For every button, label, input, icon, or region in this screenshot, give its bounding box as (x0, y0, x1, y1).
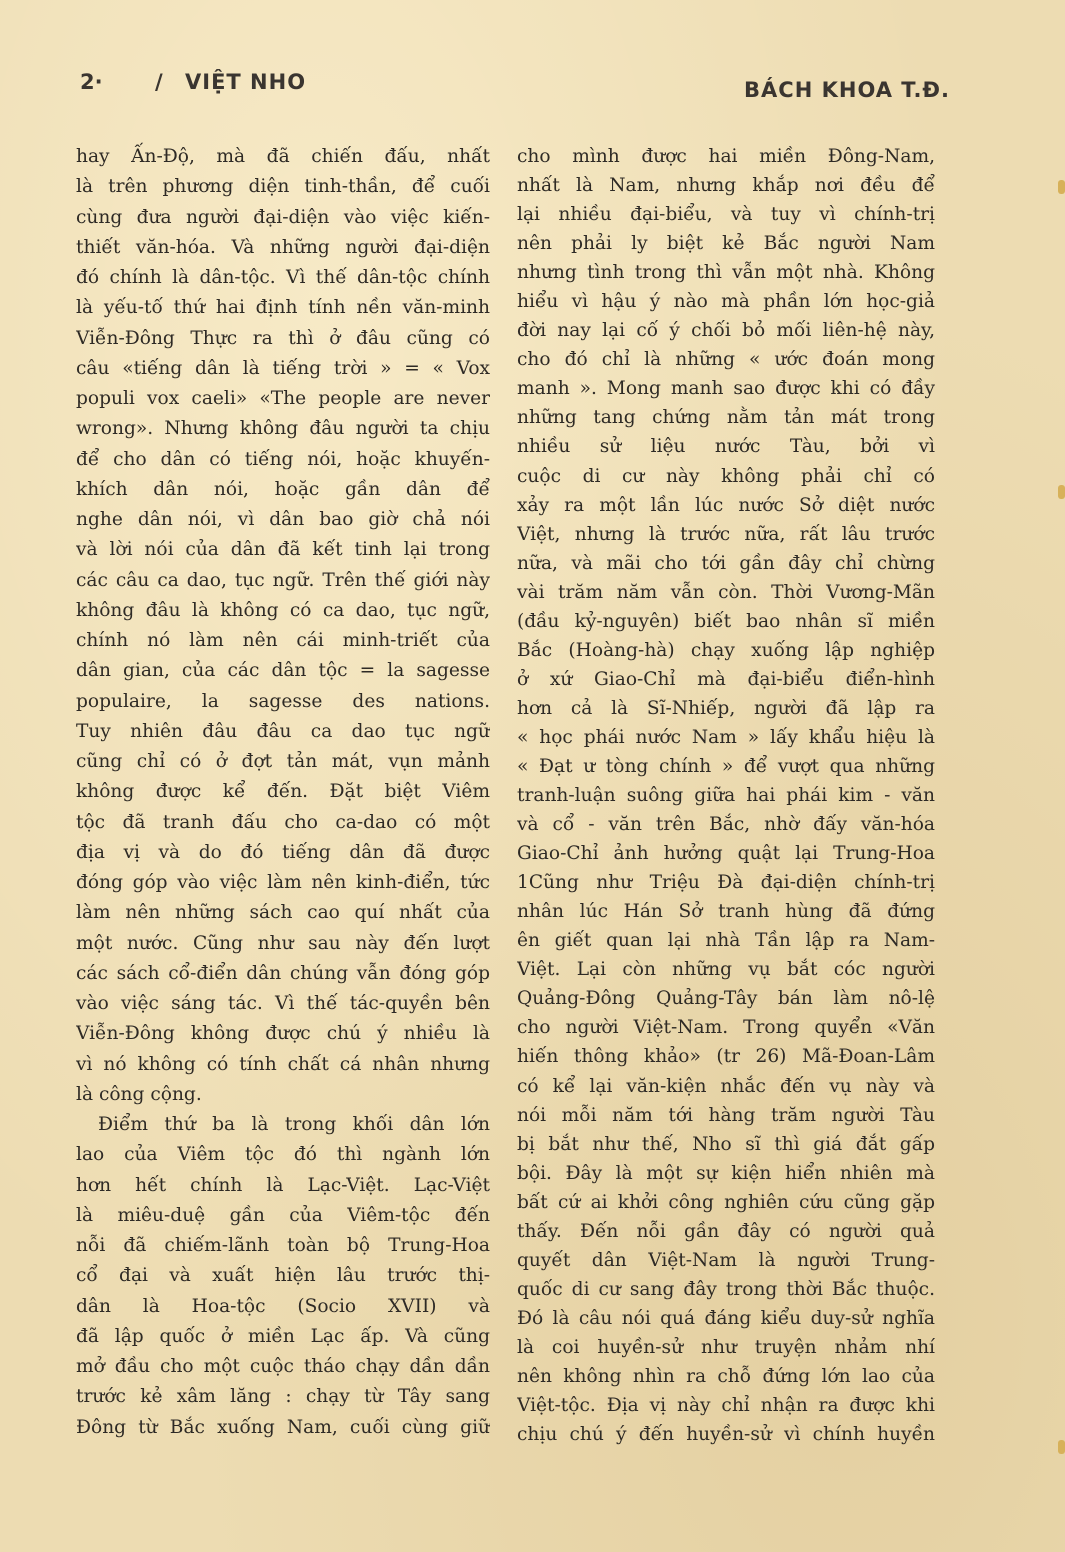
text-line: lao của Viêm tộc đó thì ngành lớn (76, 1144, 490, 1166)
text-line: tranh-luận suông giữa hai phái kim - văn (517, 785, 935, 807)
text-line: hiến thông khảo» (tr 26) Mã-Đoan-Lâm (517, 1046, 935, 1068)
text-line: Quảng-Đông Quảng-Tây bán làm nô-lệ (517, 988, 935, 1010)
text-line: đóng góp vào việc làm nên kinh-điển, tức (76, 872, 490, 893)
text-line: có kể lại văn-kiện nhắc đến vụ này và (517, 1075, 935, 1097)
text-line: wrong». Nhưng không đâu người ta chịu (76, 418, 490, 440)
text-line: quyết dân Việt-Nam là người Trung- (517, 1249, 935, 1271)
text-line: Giao-Chỉ ảnh hưởng quật lại Trung-Hoa (517, 843, 935, 865)
text-line: dân là Hoa-tộc (Socio XVII) và (76, 1295, 490, 1317)
text-line: đó chính là dân-tộc. Vì thế dân-tộc chính (76, 267, 490, 288)
text-line: thiết văn-hóa. Và những người đại-diện (76, 236, 490, 258)
text-line: hiểu vì hậu ý nào mà phần lớn học-giả (517, 291, 935, 313)
text-line: để cho dân có tiếng nói, hoặc khuyến- (76, 448, 490, 470)
paper-stain (1058, 485, 1065, 499)
text-line: không đâu là không có ca dao, tục ngữ, (76, 599, 490, 621)
text-line: nên phải ly biệt kẻ Bắc người Nam (517, 233, 935, 255)
text-line: hay Ấn-Độ, mà đã chiến đấu, nhất (76, 146, 490, 167)
text-line: tộc đã tranh đấu cho ca-dao có một (76, 811, 490, 833)
text-line: Đông từ Bắc xuống Nam, cuối cùng giữ (76, 1416, 490, 1438)
text-line: là coi huyền-sử như truyện nhảm nhí (517, 1336, 935, 1358)
text-line: là công cộng. (76, 1083, 202, 1105)
text-line: populi vox caeli» «The people are never (76, 388, 490, 409)
text-line: « học phái nước Nam » lấy khẩu hiệu là (517, 726, 935, 748)
text-line: bị bắt như thế, Nho sĩ thì giá đắt gấp (517, 1133, 935, 1155)
right-text-column (517, 142, 935, 1449)
text-line: là miêu-duệ gần của Viêm-tộc đến (76, 1204, 490, 1226)
text-line: Đó là câu nói quá đáng kiểu duy-sử nghĩa (517, 1307, 935, 1329)
paper-stain (1058, 1440, 1065, 1454)
text-line: Viễn-Đông Thực ra thì ở đâu cũng có (76, 327, 490, 349)
text-line: địa vị và do đó tiếng dân đã được (76, 841, 490, 863)
text-line: vào việc sáng tác. Vì thế tác-quyền bên (76, 993, 490, 1014)
text-line: cho đó chỉ là những « ước đoán mong (517, 349, 935, 371)
text-line: trước kẻ xâm lăng : chạy từ Tây sang (76, 1386, 490, 1408)
text-line: cuộc di cư này không phải chỉ có (517, 465, 935, 487)
text-line: thấy. Đến nỗi gần đây có người quả (517, 1220, 935, 1242)
text-line: « Đạt ư tòng chính » để vượt qua những (517, 755, 935, 777)
text-line: làm nên những sách cao quí nhất của (76, 902, 490, 924)
text-line: ở xứ Giao-Chỉ mà đại-biểu điển-hình (517, 668, 935, 690)
text-line: nhiều sử liệu nước Tàu, bởi vì (517, 436, 935, 458)
text-line: một nước. Cũng như sau này đến lượt (76, 932, 490, 954)
text-line: bất cứ ai khởi công nghiên cứu cũng gặp (517, 1191, 935, 1213)
text-line: cũng chỉ có ở đợt tản mát, vụn mảnh (76, 751, 490, 772)
text-line: câu «tiếng dân là tiếng trời » = « Vox (76, 357, 490, 379)
text-line: là yếu-tố thứ hai định tính nền văn-minh (76, 297, 490, 319)
left-text-column (76, 142, 490, 1443)
text-line: cổ đại và xuất hiện lâu trước thị- (76, 1265, 490, 1287)
page-header (80, 70, 950, 100)
text-line: các câu ca dao, tục ngữ. Trên thế giới này (76, 569, 490, 591)
text-line: bội. Đây là một sự kiện hiển nhiên mà (517, 1162, 935, 1184)
text-line: chịu chú ý đến huyền-sử vì chính huyền (517, 1424, 935, 1446)
text-line: ên giết quan lại nhà Tần lập ra Nam- (517, 930, 935, 952)
text-line: Viễn-Đông không được chú ý nhiều là (76, 1023, 490, 1045)
text-line: populaire, la sagesse des nations. (76, 690, 490, 712)
text-line: cùng đưa người đại-diện vào việc kiến- (76, 206, 490, 228)
text-line: đã lập quốc ở miền Lạc ấp. Và cũng (76, 1325, 490, 1347)
book-title: BÁCH KHOA T.Đ. (744, 78, 950, 102)
text-line: Việt, nhưng là trước nữa, rất lâu trước (517, 523, 935, 545)
text-line: cho người Việt-Nam. Trong quyển «Văn (517, 1017, 935, 1039)
text-line: khích dân nói, hoặc gần dân để (76, 478, 490, 500)
text-line: các sách cổ-điển dân chúng vẫn đóng góp (76, 962, 490, 984)
text-line: Bắc (Hoàng-hà) chạy xuống lập nghiệp (517, 639, 935, 661)
text-line: chính nó làm nên cái minh-triết của (76, 630, 490, 651)
text-line: dân gian, của các dân tộc = la sagesse (76, 660, 490, 682)
text-line: nghe dân nói, vì dân bao giờ chả nói (76, 509, 490, 530)
text-line: những tang chứng nằm tản mát trong (517, 407, 935, 429)
text-line: vì nó không có tính chất cá nhân nhưng (76, 1053, 490, 1075)
text-line: nên không nhìn ra chỗ đứng lớn lao của (517, 1365, 935, 1387)
text-line: (đầu kỷ-nguyên) biết bao nhân sĩ miền (517, 610, 935, 632)
text-line: nỗi đã chiếm-lãnh toàn bộ Trung-Hoa (76, 1235, 490, 1256)
text-line: là trên phương diện tinh-thần, để cuối (76, 176, 490, 198)
text-line: mở đầu cho một cuộc tháo chạy dần dần (76, 1356, 490, 1377)
text-line: nhân lúc Hán Sở tranh hùng đã đứng (517, 901, 935, 923)
text-line: cho mình được hai miền Đông-Nam, (517, 146, 935, 167)
header-separator: / (155, 70, 163, 94)
text-line: Việt. Lại còn những vụ bắt cóc người (517, 959, 935, 981)
text-line: nhưng tình trong thì vẫn một nhà. Không (517, 262, 935, 284)
text-line: đời nay lại cố ý chối bỏ mối liên-hệ này, (517, 320, 935, 342)
paper-stain (1058, 180, 1065, 194)
text-line: lại nhiều đại-biểu, và tuy vì chính-trị (517, 204, 935, 226)
text-line: manh ». Mong manh sao được khi có đầy (517, 378, 935, 400)
text-line: xảy ra một lần lúc nước Sở diệt nước (517, 494, 935, 516)
text-line: Việt-tộc. Địa vị này chỉ nhận ra được khi (517, 1395, 935, 1417)
text-line: và lời nói của dân đã kết tinh lại trong (76, 539, 490, 561)
text-line: không được kể đến. Đặt biệt Viêm (76, 781, 490, 803)
text-line: hơn hết chính là Lạc-Việt. Lạc-Việt (76, 1174, 490, 1196)
text-line: và cổ - văn trên Bắc, nhờ đấy văn-hóa (517, 814, 935, 836)
text-line: vài trăm năm vẫn còn. Thời Vương-Mãn (517, 581, 935, 603)
text-line: quốc di cư sang đây trong thời Bắc thuộc. (517, 1278, 935, 1300)
text-line: nữa, và mãi cho tới gần đây chỉ chừng (517, 552, 935, 574)
text-line: Điểm thứ ba là trong khối dân lớn (98, 1114, 490, 1135)
text-line: hơn cả là Sĩ-Nhiếp, người đã lập ra (517, 697, 935, 719)
text-line: 1Cũng như Triệu Đà đại-diện chính-trị (517, 872, 935, 894)
text-line: nói mỗi năm tới hàng trăm người Tàu (517, 1104, 935, 1126)
text-line: Tuy nhiên đâu đâu ca dao tục ngữ (76, 720, 490, 742)
text-line: nhất là Nam, nhưng khắp nơi đều để (517, 175, 935, 197)
running-title: VIỆT NHO (185, 70, 307, 94)
page-number: 2· (80, 70, 103, 94)
